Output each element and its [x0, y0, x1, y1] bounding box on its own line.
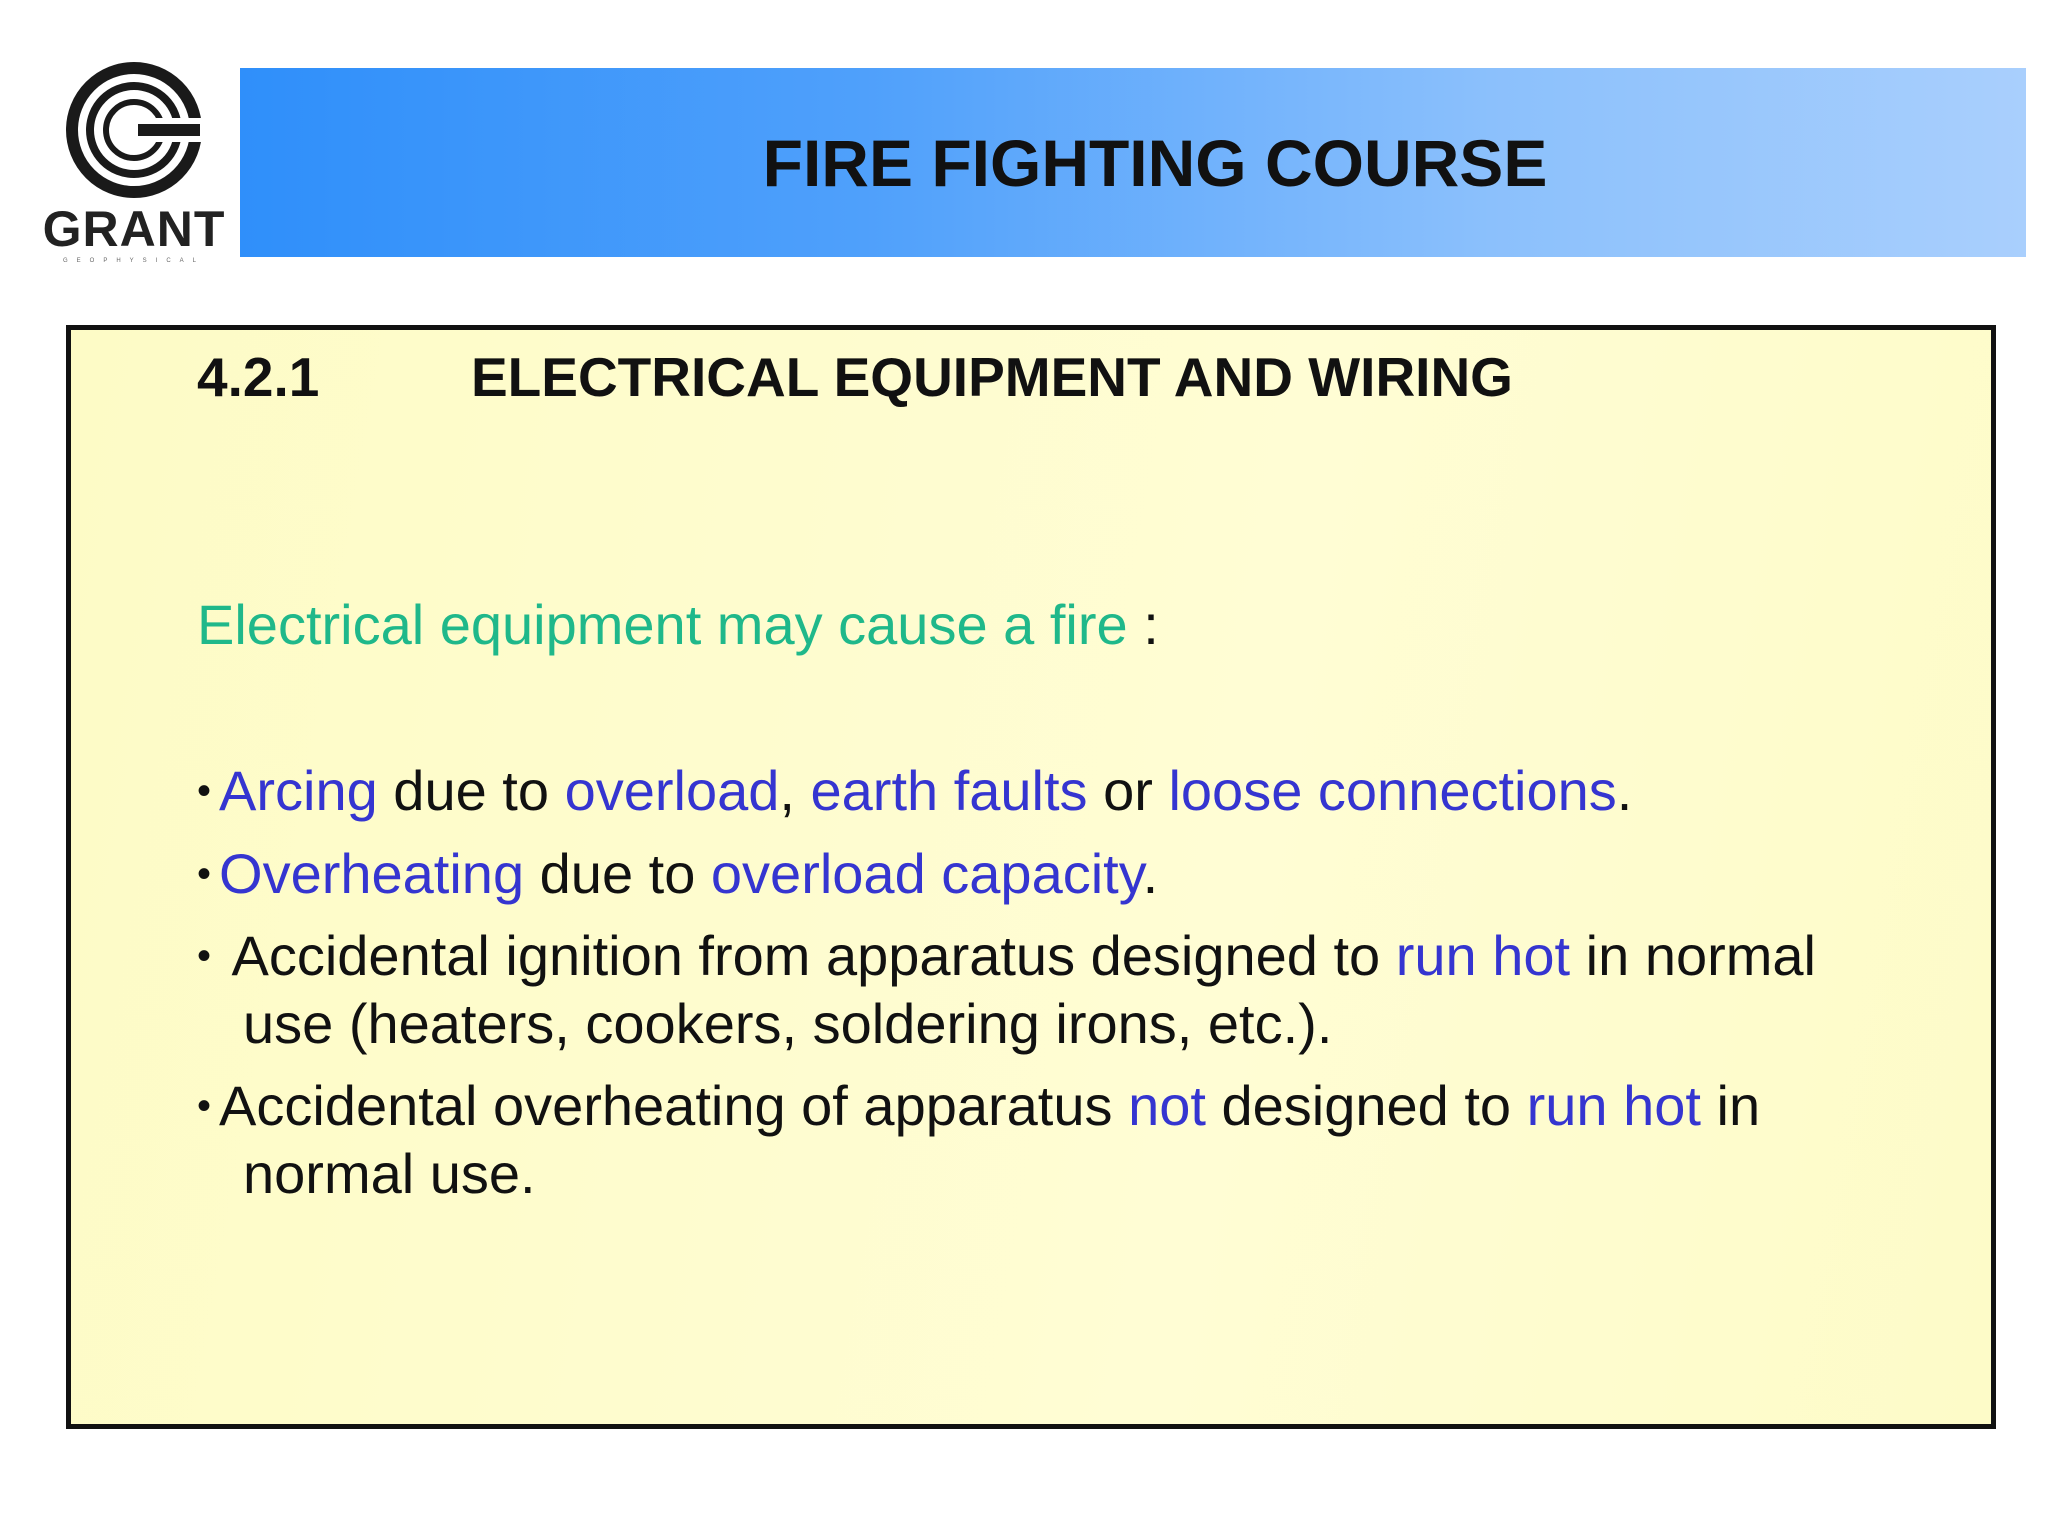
bullet-icon: •	[197, 1084, 212, 1128]
section-number: 4.2.1	[197, 346, 320, 408]
bullet-text: use (heaters, cookers, soldering irons, etc.).	[243, 992, 1333, 1055]
bullet-text: due to	[524, 842, 711, 905]
bullet-text: normal use.	[243, 1142, 536, 1205]
logo-wordmark: GRANT	[42, 201, 226, 257]
logo-subtitle: GEOPHYSICAL	[62, 258, 205, 264]
list-item	[197, 1072, 1957, 1208]
bullet-text: overload	[564, 759, 780, 822]
content-panel	[66, 325, 1996, 1429]
bullet-text: due to	[377, 759, 565, 822]
grant-g-logo-icon	[66, 62, 202, 198]
grant-logo	[36, 62, 232, 268]
list-item	[197, 840, 1957, 908]
bullet-text: Accidental ignition from apparatus designed to	[231, 924, 1396, 987]
bullet-text: designed to	[1205, 1074, 1527, 1137]
bullet-text: ,	[779, 759, 811, 822]
bullet-text: run hot	[1395, 924, 1571, 987]
bullet-text: Arcing	[219, 759, 378, 822]
bullet-text: in normal	[1570, 924, 1816, 987]
bullet-icon: •	[197, 934, 212, 978]
bullet-text: Overheating	[219, 842, 525, 905]
list-item	[197, 922, 1957, 1058]
bullet-icon: •	[197, 852, 212, 896]
intro-highlight: Electrical equipment may cause a fire	[197, 593, 1128, 656]
bullet-text: in	[1700, 1074, 1761, 1137]
bullet-text: run hot	[1526, 1074, 1701, 1137]
title-banner	[240, 68, 2026, 257]
bullet-text: Accidental overheating of apparatus	[219, 1074, 1129, 1137]
bullet-text: earth faults	[810, 759, 1088, 822]
bullet-text: .	[1142, 842, 1159, 905]
intro-line	[197, 592, 1159, 657]
bullet-text: loose connections	[1168, 759, 1617, 822]
bullet-icon: •	[197, 769, 212, 813]
intro-suffix: :	[1127, 593, 1159, 656]
bullet-text: or	[1087, 759, 1169, 822]
bullet-text: not	[1128, 1074, 1206, 1137]
section-title: ELECTRICAL EQUIPMENT AND WIRING	[471, 346, 1513, 408]
list-item	[197, 757, 1957, 825]
bullet-text: overload capacity	[710, 842, 1143, 905]
page-title: FIRE FIGHTING COURSE	[762, 125, 1548, 200]
bullet-text: .	[1616, 759, 1633, 822]
